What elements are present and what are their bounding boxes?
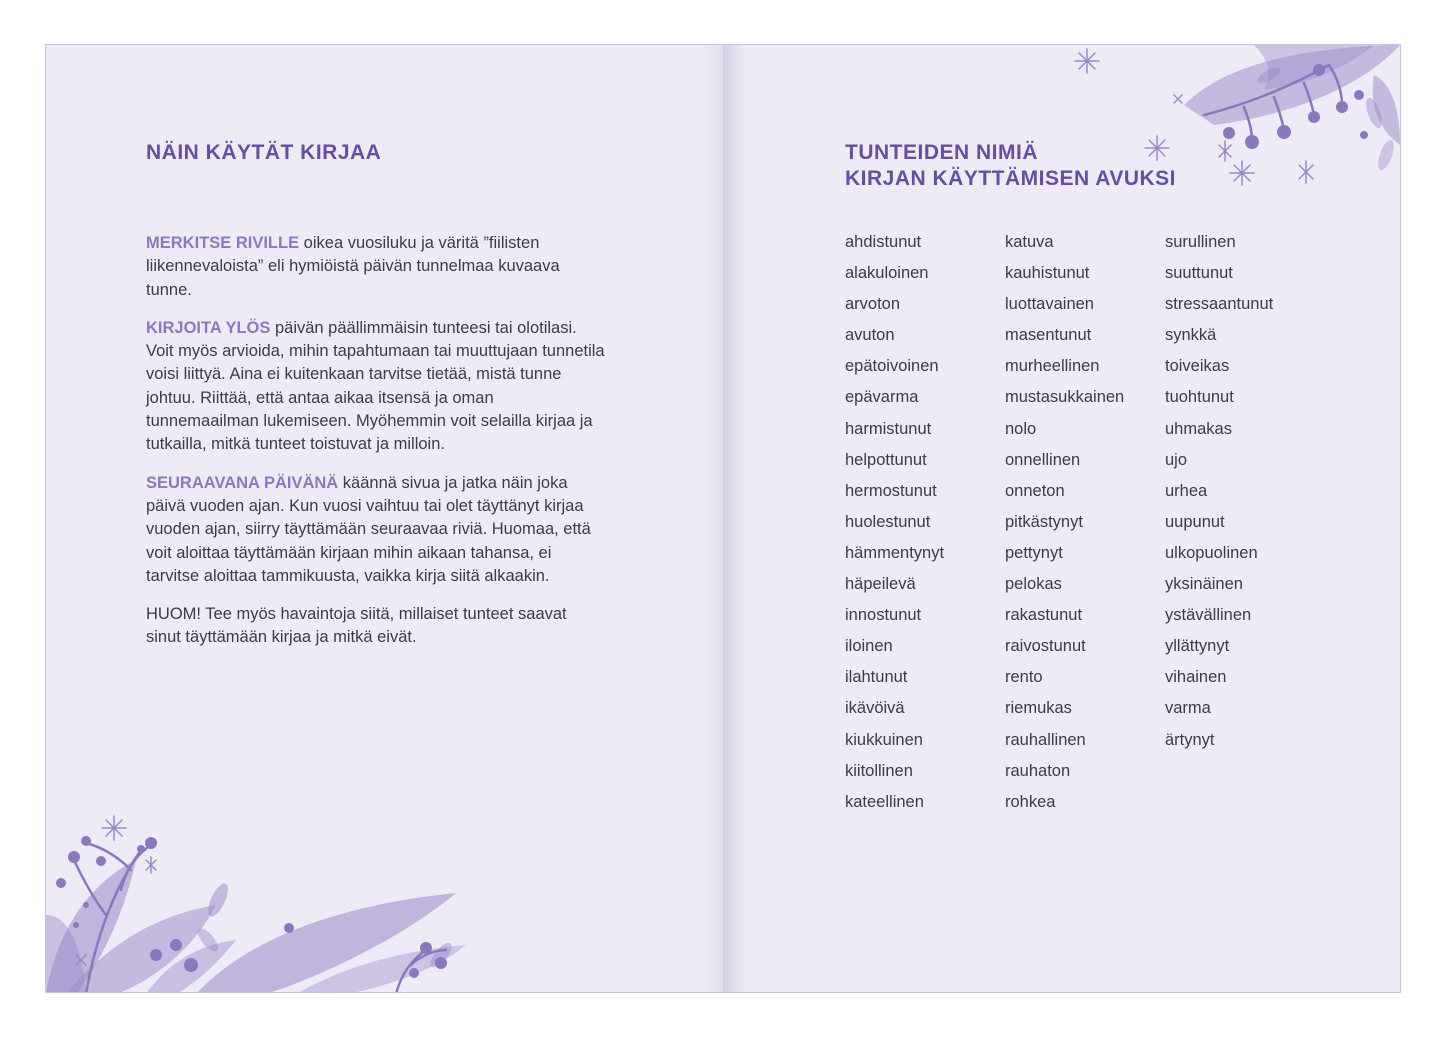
emotion-word: kiitollinen [845,761,913,780]
gutter-shadow-right [724,45,746,992]
emotion-word: harmistunut [845,419,932,438]
emotion-word: rakastunut [1005,606,1083,625]
emotion-word: kauhistunut [1005,264,1090,283]
emotion-word: surullinen [1165,233,1236,251]
paragraph-3-text: käännä sivua ja jatka näin joka päivä vuoden ajan. Kun vuosi vaihtuu tai olet täyttänyt kirjaa vuoden ajan, siirry täyttämään seuraavaa riviä. Huomaa, että voit aloittaa täyttämään kirjaan mihin aikaan tahansa, ei tarvitse aloittaa tammikuusta, vaikka kirja siitä alkaakin. [146,473,591,585]
emotion-word: pitkästynyt [1005,512,1083,531]
emotion-word: ilahtunut [845,668,908,687]
emotion-word: stressaantunut [1165,295,1274,314]
emotion-column-1 [845,231,1005,822]
emotion-word: ikävöivä [845,699,905,718]
emotion-word: pelokas [1005,575,1062,594]
paragraph-1-text: oikea vuosiluku ja väritä ”fiilisten liikennevaloista” eli hymiöistä päivän tunnelmaa kuvaava tunne. [146,234,560,299]
right-page-title-line-1: TUNTEIDEN NIMIÄ [845,141,1038,164]
gutter-shadow-left [701,45,723,992]
emotion-column-2 [1005,231,1165,822]
emotion-word: raivostunut [1005,637,1086,656]
emotion-word: ystävällinen [1165,606,1252,625]
paragraph-4 [146,603,606,650]
paragraph-2 [146,317,606,457]
emotion-word: hermostunut [845,481,937,500]
emotion-word: mustasukkainen [1005,388,1125,407]
emotion-column-3 [1165,231,1325,822]
emotion-word: arvoton [845,295,901,314]
emotion-word: rauhallinen [1005,730,1086,749]
emotion-word: ahdistunut [845,233,922,251]
emotion-word: vihainen [1165,668,1227,687]
emotion-word: murheellinen [1005,357,1100,376]
emotion-word: helpottunut [845,450,927,469]
emotion-word: toiveikas [1165,357,1230,376]
paragraph-2-lead: KIRJOITA YLÖS [146,318,271,337]
emotion-word: suuttunut [1165,264,1233,283]
right-page [724,45,1400,992]
emotion-word: rauhaton [1005,761,1071,780]
emotion-word: kiukkuinen [845,730,923,749]
right-page-title-line-2: KIRJAN KÄYTTÄMISEN AVUKSI [845,167,1177,190]
emotion-word: riemukas [1005,699,1072,718]
emotion-word: hämmentynyt [845,543,945,562]
left-page [46,45,723,992]
emotion-word: kateellinen [845,792,924,811]
emotion-word: rohkea [1005,792,1056,811]
emotion-word: luottavainen [1005,295,1094,314]
emotion-word: katuva [1005,233,1054,251]
floral-decoration-bottom-left [46,765,496,992]
emotion-word: uhmakas [1165,419,1232,438]
emotion-word: ujo [1165,450,1188,469]
emotion-word: yllättynyt [1165,637,1230,656]
emotion-word: onnellinen [1005,450,1081,469]
paragraph-1 [146,232,606,302]
emotion-word: tuohtunut [1165,388,1234,407]
emotion-word: ulkopuolinen [1165,543,1258,562]
emotion-word: ärtynyt [1165,730,1215,749]
emotion-word: uupunut [1165,512,1225,531]
emotion-word-list [845,231,1325,822]
emotion-word: onneton [1005,481,1065,500]
emotion-word: rento [1005,668,1043,687]
emotion-word: masentunut [1005,326,1092,345]
emotion-word: iloinen [845,637,893,656]
floral-decoration-top-right [1074,45,1400,195]
emotion-word: yksinäinen [1165,575,1243,594]
paragraph-3-lead: SEURAAVANA PÄIVÄNÄ [146,473,339,492]
paragraph-4-text: HUOM! Tee myös havaintoja siitä, millaiset tunteet saavat sinut täyttämään kirjaa ja mitkä eivät. [146,605,567,647]
emotion-word: häpeilevä [845,575,916,594]
emotion-word: epätoivoinen [845,357,939,376]
emotion-word: epävarma [845,388,919,407]
emotion-word: avuton [845,326,895,345]
emotion-word: urhea [1165,481,1208,500]
book-spread [45,44,1401,993]
emotion-word: nolo [1005,419,1037,438]
emotion-word: alakuloinen [845,264,929,283]
emotion-word: pettynyt [1005,543,1063,562]
emotion-word: synkkä [1165,326,1217,345]
emotion-word: varma [1165,699,1211,718]
emotion-word: huolestunut [845,512,931,531]
emotion-word: innostunut [845,606,922,625]
instructions-text [146,232,606,665]
paragraph-2-text: päivän päällimmäisin tunteesi tai olotilasi. Voit myös arvioida, mihin tapahtumaan tai muuttujaan tunnetila voisi liittyä. Aina ei kuitenkaan tarvitse tietää, mistä tunne johtuu. Riittää, että antaa aikaa itsensä ja oman tunnemaailman lukemiseen. Myöhemmin voit selailla kirjaa ja tutkailla, mitkä tunteet toistuvat ja milloin. [146,318,605,454]
left-page-title: NÄIN KÄYTÄT KIRJAA [146,141,382,164]
paragraph-1-lead: MERKITSE RIVILLE [146,234,300,252]
paragraph-3 [146,472,606,588]
